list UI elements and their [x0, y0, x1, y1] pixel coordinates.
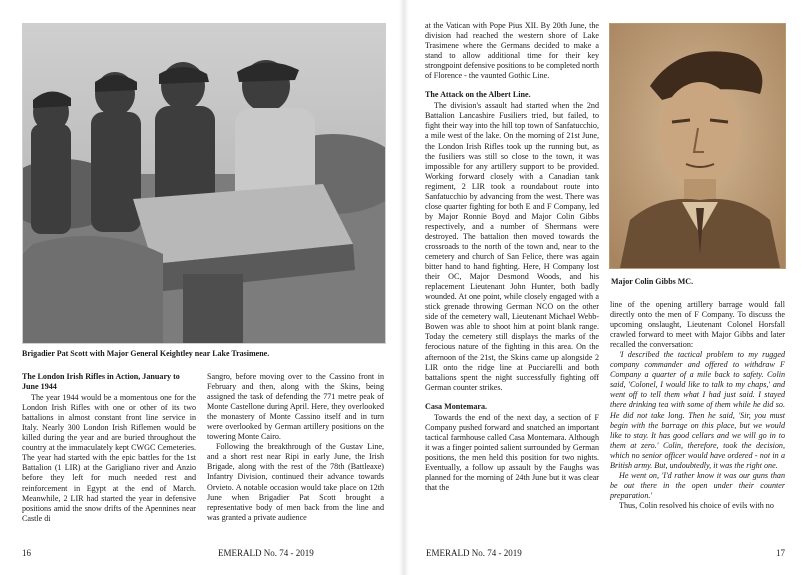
- magazine-footer-right: EMERALD No. 74 - 2019: [426, 548, 522, 558]
- quote-paragraph: 'I described the tactical problem to my rugged company commander and offered to withdraw F Company a quarter of a mile back to safety. Colin said, 'Colonel, I would like to talk to my chaps,' and went off to tell them what I had just said. I stayed there drinking tea with some of them while he did so. He did not take long. Then he said, 'Sir, you must begin with the barrage on this place, but we would like to stay. It has good cellars and we will go in to them at zero.' Colin, therefore, took the decision, which no senior officer would have ordered - not in a British army. But, undoubtedly, it was the right one.: [610, 350, 785, 470]
- left-column-2: [207, 372, 384, 523]
- portrait-colin-gibbs: [609, 23, 786, 269]
- photo-caption-right: Major Colin Gibbs MC.: [611, 277, 694, 286]
- paragraph: Thus, Colin resolved his choice of evils with no: [619, 500, 774, 510]
- paragraph: line of the opening artillery barrage would fall directly onto the men of F Company. To discuss the upcoming onslaught, Lieutenant Colonel Horsfall crawled forward to meet with Major Gibbs and later recalled the conversation:: [610, 300, 785, 350]
- page-gutter: [399, 0, 409, 575]
- left-column-1: [22, 372, 196, 524]
- page-number-right: 17: [776, 548, 785, 558]
- section-heading-albert-line: The Attack on the Albert Line.: [425, 90, 531, 100]
- paragraph: The year 1944 would be a momentous one for the London Irish Rifles with one or other of its two battalions in almost constant front line service in Italy. Nearly 300 London Irish Riflemen would be killed during the year and are buried throughout the country at the immaculately kept CWGC Cemeteries. The year had started with the epic battles for the 1st Battalion (1 LIR) at the Garigliano river and Anzio before they left for much needed rest and reinforcement in Egypt at the end of March. Meanwhile, 2 LIR had started the year in defensive positions amid the snow drifts of the Apennines near Castle di: [22, 393, 196, 523]
- paragraph: Towards the end of the next day, a section of F Company pushed forward and snatched an important tactical farmhouse called Casa Montemara. Although it was a finger pointed salient surrounded by German positions, the men held this position for two nights. Eventually, a follow up assault by the Faughs was planned for the morning of 24th June but it was clear that the: [425, 412, 599, 493]
- magazine-footer-left: EMERALD No. 74 - 2019: [218, 548, 314, 558]
- paragraph: Following the breakthrough of the Gustav Line, and a short rest near Ripi in early June, the Irish Brigade, along with the rest of the 78th (Battleaxe) Infantry Division, continued their advance towards Orvieto. A notable occasion would take place on 12th June when Brigadier Pat Scott brought a representative body of men back from the line and was granted a private audience: [207, 442, 384, 522]
- right-column-2: [610, 300, 785, 511]
- section-heading-lir-in-action: The London Irish Rifles in Action, January to June 1944: [22, 372, 180, 392]
- page-number-left: 16: [22, 548, 31, 558]
- paragraph: The division's assault had started when the 2nd Battalion Lancashire Fusiliers tried, but failed, to fight their way into the hill top town of Sanfatucchio, a mile west of the lake. On the morning of 21st June, the London Irish Rifles took up the running but, as the fusiliers was still so close to the town, it was impossible for any artillery support to be provided. Working forward closely with a Canadian tank regiment, 2 LIR took a roundabout route into Sanfatucchio by advancing from the west. There was close quarter fighting for both E and F Company, led by Major Ronnie Boyd and Major Colin Gibbs respectively, and a number of Shermans were destroyed. The battalion then moved towards the crossroads to the north of the town and, near to the cemetery and church of San Felice, there was again bitter hand to hand fighting. Here, H Company lost their OC, Major Desmond Woods, and his replacement Lieutenant John Hunter, both badly wounded. At one point, while closely engaged with a stick grenade throwing German NCO on the other side of the cemetery wall, Lieutenant Michael Webb-Bowen was able to shoot him at point blank range. Today the cemetery still displays the marks of the ferocious nature of the fighting in this area. On the afternoon of the 21st, the Skins came up alongside 2 LIR onto the ridge line at Pucciarelli and both battalions spent the night successfully fighting off German counter strikes.: [425, 101, 599, 392]
- quote-paragraph: He went on, 'I'd rather know it was our guns than be out there in the open under their counter preparation.': [610, 470, 785, 500]
- paragraph: Sangro, before moving over to the Cassino front in February and then, along with the Skins, being assigned the task of defending the 771 metre peak of Monte Castellone during April. Here, they overlooked the monastery of Monte Cassino itself and in turn were overlooked by German artillery positions on the towering Monte Cairo.: [207, 372, 384, 442]
- photo-caption-left: Brigadier Pat Scott with Major General Keightley near Lake Trasimene.: [22, 349, 270, 358]
- photo-officers-with-map: [22, 23, 386, 344]
- paragraph: at the Vatican with Pope Pius XII. By 20th June, the division had reached the western shore of Lake Trasimene where the Germans decided to make a stand to allow additional time for their key strongpoint defensive positions to be completed north of Florence - the vaunted Gothic Line.: [425, 21, 599, 81]
- right-column-1: [425, 21, 599, 493]
- section-heading-casa-montemara: Casa Montemara.: [425, 401, 488, 411]
